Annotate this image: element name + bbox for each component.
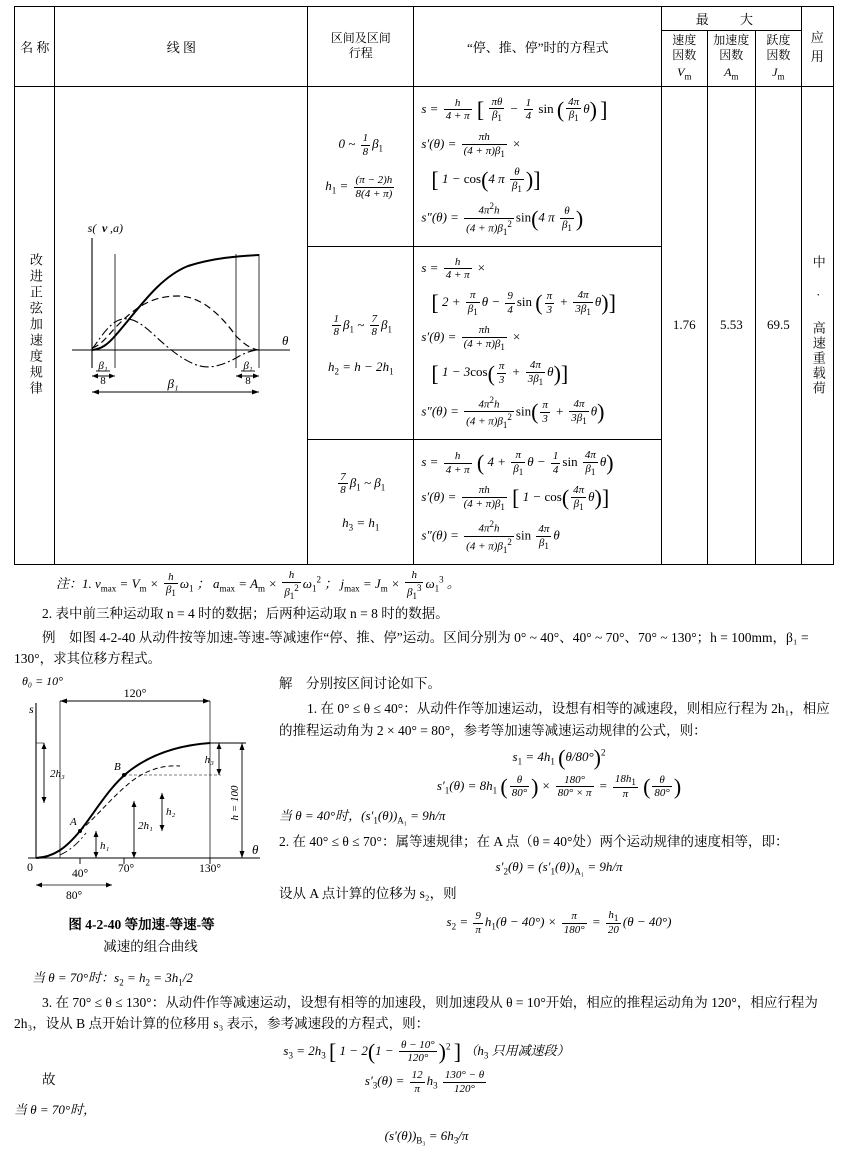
cell-application: 中 · 高速重载荷 [801,86,833,564]
cell-interval-2: $\frac{1}{8}$ $\beta_1$ ~ $\frac{7}{8}$ $\beta_1$ $h_2 = h - 2h_1$ [308,246,414,439]
notes-block [14,569,839,670]
cell-am: 5.53 [707,86,756,564]
theta70-note: 当 θ = 70°时：$s_2 = h_2 = 3h_1/2$ [32,969,193,988]
header-v-factor: 速度 因数 $V_m$ [662,31,707,87]
equation-s1: $s_1 = 4h_1$ $(\theta/80^\circ)^2$ [512,744,606,770]
cell-equations-2: s = $\frac{h}{4 + \pi}$ × [ 2 + $\frac{\pi}{\beta_1}$ θ − $\frac{9}{4}$ sin ( $\frac{\pi}{3}$ + $\frac{4\pi}{3\beta_1}$ θ)] s′(θ) = $\frac{\pi h}{(4 + \pi)\beta_1}$ × [ 1 − 3cos( $\frac{\pi}{3}$ + $\frac{4\pi}{3\beta_1}$ θ)] s″(θ) = $\frac{4\pi^2h}{(4 + \pi)\beta_1^2}$ sin( $\frac{\pi}{3}$ + $\frac{4\pi}{3\beta_1}$ θ) [414,246,662,439]
svg-text:θ: θ [252,842,259,858]
solution-note-1: 当 θ = 40°时，$(s'_1(\theta))_{A_1} = 9h/\pi$ [279,807,446,826]
svg-text:8: 8 [245,375,252,388]
cell-equations-1: s = $\frac{h}{4 + \pi}$ [ $\frac{\pi\theta}{\beta_1}$ − $\frac{1}{4}$ sin ( $\frac{4\pi}{\beta_1}$ θ) ] s′(θ) = $\frac{\pi h}{(4 + \pi)\beta_1}$ × [ 1 − cos(4 π $\frac{\theta}{\beta_1}$ )] s″(θ) = $\frac{4\pi^2h}{(4 + \pi)\beta_1^2}$ sin(4 π $\frac{\theta}{\beta_1}$ ) [414,86,662,246]
solution-heading: 解 分别按区间讨论如下。 [279,676,441,692]
svg-text:s: s [29,702,34,717]
svg-text:0: 0 [27,860,33,875]
example-paragraph [14,628,839,670]
sv-a-curve-diagram [58,218,304,432]
solution-note-2: 设从 A 点计算的位移为 s₂，则 [279,886,457,902]
motion-law-table [14,6,834,565]
example-label: 例 [42,629,56,645]
svg-text:8: 8 [100,375,107,388]
table-header-row-1 [15,7,834,31]
svg-text:B: B [114,761,121,774]
header-a-factor: 加速度 因数 $A_m$ [707,31,756,87]
solution-step-3: 3. 在 70° ≤ θ ≤ 130°：从动件作等减速运动，设想有相等的加速段，则加速段从 θ = 10°开始，相应的推程运动角为 120°，相应行程为 2h₃，设从 B 点开始计算的位移用 s₃ 表示，参考减速段的方程式，则： [14,994,818,1032]
cell-motion-graph [55,86,308,564]
note-2: 2. 表中前三种运动取 n = 4 时的数据；后两种运动取 n = 8 时的数据。 [42,605,449,621]
cell-equations-3: s = $\frac{h}{4 + \pi}$ ( 4 + $\frac{\pi}{\beta_1}$ θ − $\frac{1}{4}$ sin $\frac{4\pi}{\beta_1}$ θ) s′(θ) = $\frac{\pi h}{(4 + \pi)\beta_1}$ [ 1 − cos( $\frac{4\pi}{\beta_1}$ θ)] s″(θ) = $\frac{4\pi^2h}{(4 + \pi)\beta_1^2}$ sin $\frac{4\pi}{\beta_1}$ θ [414,440,662,565]
gu-row: 故 $s'_3(\theta)$ = $\frac{12}{\pi}$ $h_3$ $\frac{130^\circ - \theta}{120^\circ}$ [14,1069,839,1095]
svg-text:2h₁: 2h₁ [138,820,153,833]
document-page [0,6,853,1155]
cell-interval-3: $\frac{7}{8}$ $\beta_1$ ~ $\beta_1$ $h_3 = h_1$ [308,440,414,565]
svg-text:80°: 80° [65,890,83,903]
lower-section [14,673,839,989]
svg-text:,a): ,a) [110,221,124,236]
note-1: 注：1. $v_{max} = V_m$ × $\frac{h}{\beta_1}$ $\omega_1$ ； $a_{max} = A_m$ × $\frac{h}{\beta_1^2}$ $\omega_1^2$ ； $j_{max} = J_m$ × $\frac{h}{\beta_1^3}$ $\omega_1^3$ 。 [56,568,460,601]
solution-step-3-block [14,992,839,1149]
svg-text:2h₃: 2h₃ [50,768,65,781]
header-name: 名 称 [15,7,55,87]
solution-step-1: 1. 在 0° ≤ θ ≤ 40°：从动件作等加速运动，设想有相等的减速段，则相应行程为 2h₁，相应的推程运动角为 2 × 40° = 80°，参考等加速等减速运动规律的公式，则： [279,701,830,738]
equation-s1-prime: $s'_1(\theta) = 8h_1$ ( $\frac{\theta}{80^\circ}$ ) × $\frac{180^\circ}{80^\circ \times \pi}$ = $\frac{18h_1}{\pi}$ ( $\frac{\theta}{80^\circ}$ ) [436,772,682,801]
cell-jm: 69.5 [756,86,802,564]
solution-block [279,673,839,989]
example-text: 如图 4-2-40 从动件按等加速-等速-等减速作“停、推、停”运动。区间分别为 0° ~ 40°、40° ~ 70°、70° ~ 130°；h = 100mm，β₁ = 130°，求其位移方程式。 [14,629,809,666]
svg-text:β₁: β₁ [98,360,109,373]
equation-s3: $s_3 = 2h_3$ [ 1 − 2(1 − $\frac{\theta - 10^\circ}{120^\circ}$ )$^2$ ] （$h_3$ 只用减速段） [283,1038,570,1065]
svg-text:120°: 120° [123,686,147,701]
header-graph: 线 图 [55,7,308,87]
cell-vm: 1.76 [662,86,707,564]
header-j-factor: 跃度 因数 $J_m$ [756,31,802,87]
svg-text:β₁: β₁ [243,360,254,373]
svg-text:70°: 70° [117,863,135,876]
svg-text:h₁: h₁ [100,840,110,853]
svg-text:θ: θ [282,333,289,349]
equation-s2-prime: $s'_2(\theta) = (s'_1(\theta))_{A_1} = 9h/\pi$ [495,859,623,877]
svg-text:h₃: h₃ [204,754,214,767]
svg-text:h₂: h₂ [166,806,176,819]
equation-s3-prime: $s'_3(\theta)$ = $\frac{12}{\pi}$ $h_3$ $\frac{130^\circ - \theta}{120^\circ}$ [364,1069,485,1095]
solution-step-2: 2. 在 40° ≤ θ ≤ 70°：属等速规律；在 A 点（θ = 40°处）两个运动规律的速度相等，即： [279,833,789,849]
header-equations: “停、推、停”时的方程式 [414,7,662,87]
header-application: 应用 [801,7,833,87]
figure-caption: 图 4-2-40 等加速-等速-等 减速的组合曲线 [68,917,215,955]
svg-text:β₁: β₁ [167,376,179,392]
svg-text:s(: s( [88,221,97,236]
cell-interval-1: 0 ~ $\frac{1}{8}$ $\beta_1$ $h_1$ = $\frac{(\pi - 2)h}{8(4 + \pi)}$ [308,86,414,246]
svg-text:130°: 130° [199,863,221,876]
svg-text:θ₀ = 10°: θ₀ = 10° [22,674,63,689]
header-max-group: 最 大 [662,7,802,31]
solution-final-note: 当 θ = 70°时， [14,1102,97,1118]
equation-s2: $s_2$ = $\frac{9}{\pi}$ $h_1(\theta - 40^\circ)$ × $\frac{\pi}{180^\circ}$ = $\frac{h_1}{20}$ (θ − 40°) [446,908,672,937]
svg-text:40°: 40° [71,868,89,881]
cell-motion-name: 改进正弦加速度规律 [15,86,55,564]
combined-curve-figure [14,673,269,908]
svg-text:A: A [70,816,77,829]
figure-block [14,673,269,989]
svg-text:v: v [102,221,108,236]
header-interval: 区间及区间 行程 [308,7,414,87]
equation-final: $(s'(\theta))_{B_3} = 6h_3/\pi$ [384,1128,469,1146]
table-row [15,86,834,246]
svg-text:h = 100: h = 100 [229,786,241,821]
